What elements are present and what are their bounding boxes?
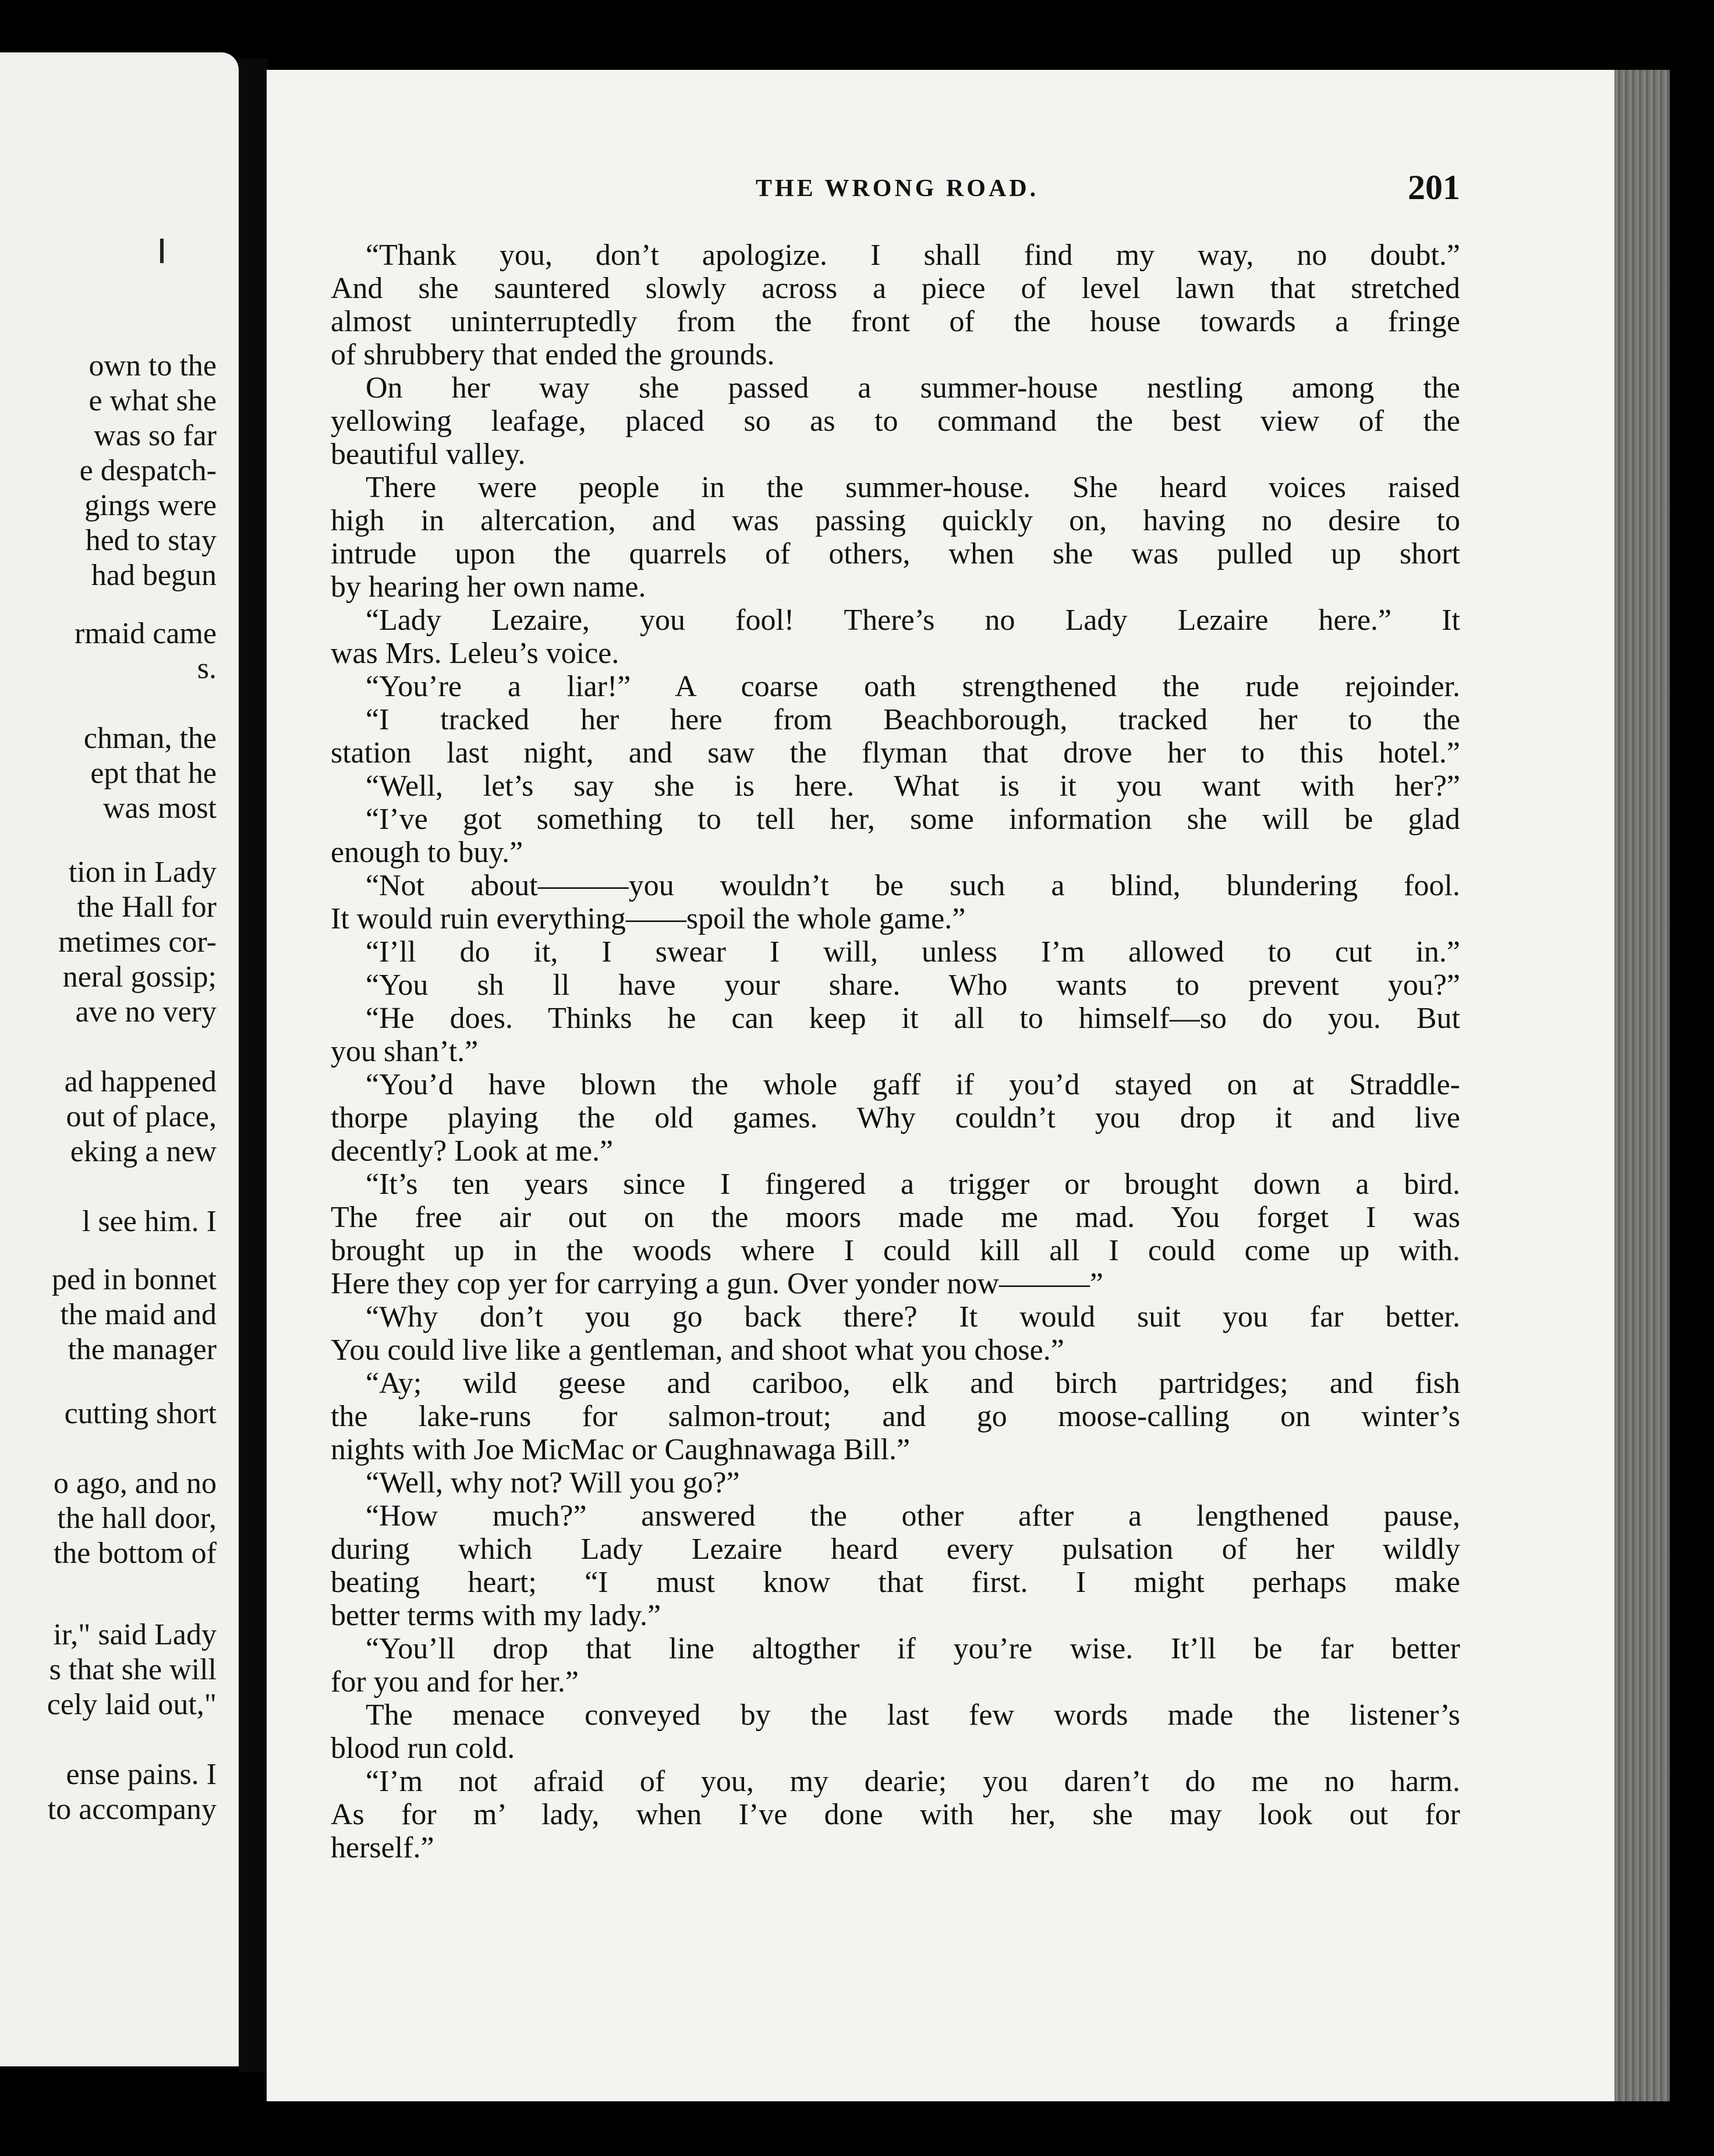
fragment-line: s. <box>197 652 217 685</box>
text-line: brought up in the woods where I could kill all I could come up with. <box>331 1234 1460 1267</box>
fragment-line: ense pains. I <box>66 1758 217 1791</box>
text-line: high in altercation, and was passing quickly on, having no desire to <box>331 504 1460 537</box>
fragment-line: the Hall for <box>77 891 217 924</box>
text-line: of shrubbery that ended the grounds. <box>331 338 775 371</box>
text-line: The menace conveyed by the last few words made the listener’s <box>366 1698 1460 1732</box>
fragment-line: e despatch- <box>79 454 217 487</box>
current-page <box>267 70 1670 2101</box>
page-number: 201 <box>1408 168 1460 207</box>
text-line: station last night, and saw the flyman that drove her to this hotel.” <box>331 736 1460 770</box>
page-header <box>267 168 1460 215</box>
fragment-line: out of place, <box>66 1100 217 1133</box>
fragment-line: cely laid out," <box>47 1688 217 1721</box>
text-line: “You’ll drop that line altogther if you’re wise. It’ll be far better <box>366 1632 1460 1665</box>
previous-page-fragment <box>0 52 239 2066</box>
fragment-line: gings were <box>84 489 217 522</box>
text-line: “I’ve got something to tell her, some information she will be glad <box>366 803 1460 836</box>
fragment-line: cutting short <box>64 1397 217 1430</box>
fragment-line: hed to stay <box>85 524 217 557</box>
text-line: “Well, why not? Will you go?” <box>366 1466 740 1499</box>
text-line: nights with Joe MicMac or Caughnawaga Bill.” <box>331 1433 911 1466</box>
text-line: “I’m not afraid of you, my dearie; you daren’t do me no harm. <box>366 1765 1460 1798</box>
fragment-line: neral gossip; <box>62 960 217 994</box>
fragment-line: l see him. I <box>82 1205 217 1238</box>
text-line: better terms with my lady.” <box>331 1599 661 1632</box>
text-line: beating heart; “I must know that first. I might perhaps make <box>331 1566 1460 1599</box>
margin-mark <box>160 239 164 263</box>
fragment-line: had begun <box>91 559 217 592</box>
text-line: The free air out on the moors made me mad. You forget I was <box>331 1201 1460 1234</box>
body-text <box>331 239 1460 1864</box>
text-line: As for m’ lady, when I’ve done with her, she may look out for <box>331 1798 1460 1831</box>
text-line: On her way she passed a summer-house nestling among the <box>366 371 1460 405</box>
fragment-line: was most <box>103 792 217 825</box>
text-line: And she sauntered slowly across a piece of level lawn that stretched <box>331 272 1460 305</box>
fragment-line: ped in bonnet <box>51 1263 217 1296</box>
text-line: “I’ll do it, I swear I will, unless I’m allowed to cut in.” <box>366 935 1460 969</box>
fragment-line: tion in Lady <box>68 856 217 889</box>
fragment-line: own to the <box>88 349 217 382</box>
fragment-line: was so far <box>94 419 217 452</box>
fragment-line: the bottom of <box>53 1537 217 1570</box>
fragment-line: the maid and <box>60 1298 217 1331</box>
text-line: during which Lady Lezaire heard every pulsation of her wildly <box>331 1533 1460 1566</box>
text-line: yellowing leafage, placed so as to command the best view of the <box>331 405 1460 438</box>
text-line: You could live like a gentleman, and shoot what you chose.” <box>331 1334 1064 1367</box>
fragment-line: ad happened <box>64 1065 217 1098</box>
text-line: you shan’t.” <box>331 1035 479 1068</box>
text-line: “You’re a liar!” A coarse oath strengthened the rude rejoinder. <box>366 670 1460 703</box>
fragment-line: to accompany <box>47 1793 217 1826</box>
text-line: “You’d have blown the whole gaff if you’d stayed on at Straddle- <box>366 1068 1460 1101</box>
text-line: “Ay; wild geese and cariboo, elk and birch partridges; and fish <box>366 1367 1460 1400</box>
text-line: blood run cold. <box>331 1732 515 1765</box>
fragment-line: ir," said Lady <box>53 1618 217 1651</box>
text-line: “Not about———you wouldn’t be such a blind, blundering fool. <box>366 869 1460 902</box>
text-line: There were people in the summer-house. She heard voices raised <box>366 471 1460 504</box>
text-line: intrude upon the quarrels of others, when she was pulled up short <box>331 537 1460 570</box>
running-head: THE WRONG ROAD. <box>756 175 1039 202</box>
text-line: thorpe playing the old games. Why couldn’t you drop it and live <box>331 1101 1460 1134</box>
text-line: almost uninterruptedly from the front of the house towards a fringe <box>331 305 1460 338</box>
text-line: Here they cop yer for carrying a gun. Over yonder now———” <box>331 1267 1103 1300</box>
text-line: for you and for her.” <box>331 1665 579 1698</box>
text-line: “Well, let’s say she is here. What is it you want with her?” <box>366 770 1460 803</box>
text-line: “How much?” answered the other after a lengthened pause, <box>366 1499 1460 1533</box>
text-line: the lake-runs for salmon-trout; and go moose-calling on winter’s <box>331 1400 1460 1433</box>
fragment-line: e what she <box>88 384 217 417</box>
fragment-line: the hall door, <box>57 1502 217 1535</box>
text-line: “It’s ten years since I fingered a trigger or brought down a bird. <box>366 1168 1460 1201</box>
text-line: “He does. Thinks he can keep it all to himself—so do you. But <box>366 1002 1460 1035</box>
fragment-line: ept that he <box>90 757 217 790</box>
text-line: “Lady Lezaire, you fool! There’s no Lady Lezaire here.” It <box>366 604 1460 637</box>
text-line: “I tracked her here from Beachborough, tracked her to the <box>366 703 1460 736</box>
fragment-line: s that she will <box>49 1653 217 1686</box>
fragment-line: o ago, and no <box>53 1467 217 1500</box>
text-line: enough to buy.” <box>331 836 523 869</box>
fragment-line: eking a new <box>70 1135 217 1168</box>
fragment-line: rmaid came <box>75 617 217 650</box>
fragment-line: the manager <box>68 1333 217 1366</box>
text-line: decently? Look at me.” <box>331 1134 614 1168</box>
text-line: “You sh ll have your share. Who wants to prevent you?” <box>366 969 1460 1002</box>
text-line: herself.” <box>331 1831 434 1864</box>
fragment-line: chman, the <box>83 722 217 755</box>
page-edge <box>1614 70 1670 2101</box>
text-line: was Mrs. Leleu’s voice. <box>331 637 619 670</box>
text-line: “Why don’t you go back there? It would suit you far better. <box>366 1300 1460 1334</box>
text-line: by hearing her own name. <box>331 570 646 604</box>
book-gutter <box>239 58 268 2072</box>
fragment-line: metimes cor- <box>58 925 217 959</box>
fragment-line: ave no very <box>75 995 217 1029</box>
text-line: beautiful valley. <box>331 438 526 471</box>
text-line: “Thank you, don’t apologize. I shall find my way, no doubt.” <box>366 239 1460 272</box>
text-line: It would ruin everything——spoil the whole game.” <box>331 902 966 935</box>
